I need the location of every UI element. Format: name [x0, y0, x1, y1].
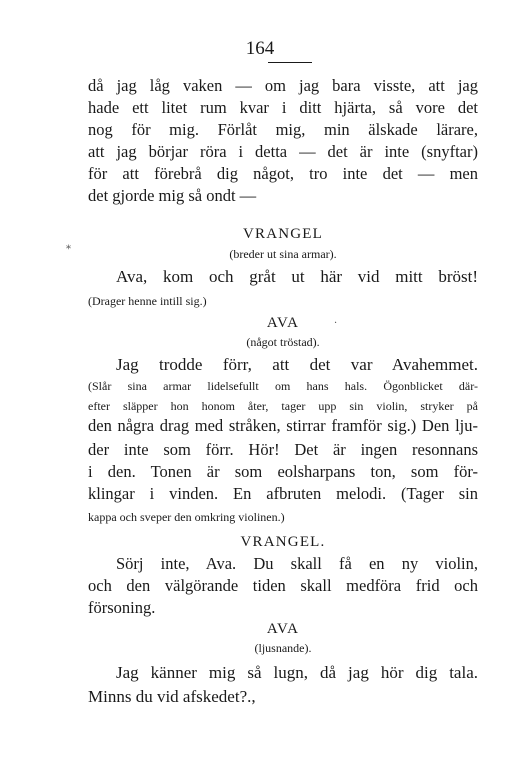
opening-paragraph [88, 76, 478, 206]
stage-direction: (breder ut sina armar). [229, 247, 337, 261]
text-line: i den. Tonen är som eolsharpans ton, som för- [88, 462, 478, 481]
text-line: för att förebrå dig något, tro inte det — men [88, 164, 478, 183]
margin-mark: * [66, 244, 71, 255]
text-line: der inte som förr. Hör! Det är ingen resonnans [88, 440, 478, 459]
stage-direction: (ljusnande). [254, 641, 312, 655]
speech-vrangel-2 [88, 554, 478, 624]
speaker-name: AVA [266, 315, 300, 331]
speaker-name: VRANGEL [242, 226, 324, 242]
text-line: Sörj inte, Ava. Du skall få en ny violin, [116, 554, 478, 573]
speech-ava-2 [88, 662, 478, 712]
text-line: att jag börjar röra i detta — det är inte (snyftar) [88, 142, 478, 161]
text-line: nog för mig. Förlåt mig, min älskade lärare, [88, 120, 478, 139]
text-line: Minns du vid afskedet?., [88, 687, 256, 706]
text-line: kappa och sveper den omkring violinen.) [88, 510, 285, 524]
text-line: (Slår sina armar lidelsefullt om hans hals. Ögonblicket där- [88, 379, 478, 393]
page-number: 164 [245, 38, 275, 59]
stage-direction: (Drager henne intill sig.) [88, 294, 207, 308]
text-line: efter släpper hon honom åter, tager upp sin violin, stryker på [88, 399, 478, 413]
text-line: Ava, kom och gråt ut här vid mitt bröst! [116, 267, 478, 286]
text-line: och den välgörande tiden skall medföra frid och [88, 576, 478, 595]
text-line: Jag känner mig så lugn, då jag hör dig tala. [116, 663, 478, 682]
stage-direction: (något tröstad). [246, 335, 320, 349]
text-line: försoning. [88, 598, 156, 617]
speaker-name: AVA [266, 621, 300, 637]
text-line: det gjorde mig så ondt — [88, 186, 257, 205]
text-line: hade ett litet rum kvar i ditt hjärta, så vore det [88, 98, 478, 117]
page-number-rule [268, 62, 312, 63]
text-line: klingar i vinden. En afbruten melodi. (Tager sin [88, 484, 478, 503]
speech-ava [88, 354, 478, 534]
margin-mark: · [334, 318, 338, 329]
text-line: Jag trodde förr, att det var Avahemmet. [116, 355, 478, 374]
text-line: då jag låg vaken — om jag bara visste, att jag [88, 76, 478, 95]
speaker-name: VRANGEL. [240, 534, 326, 550]
text-line: den några drag med stråken, stirrar framför sig.) Den lju- [88, 416, 478, 435]
